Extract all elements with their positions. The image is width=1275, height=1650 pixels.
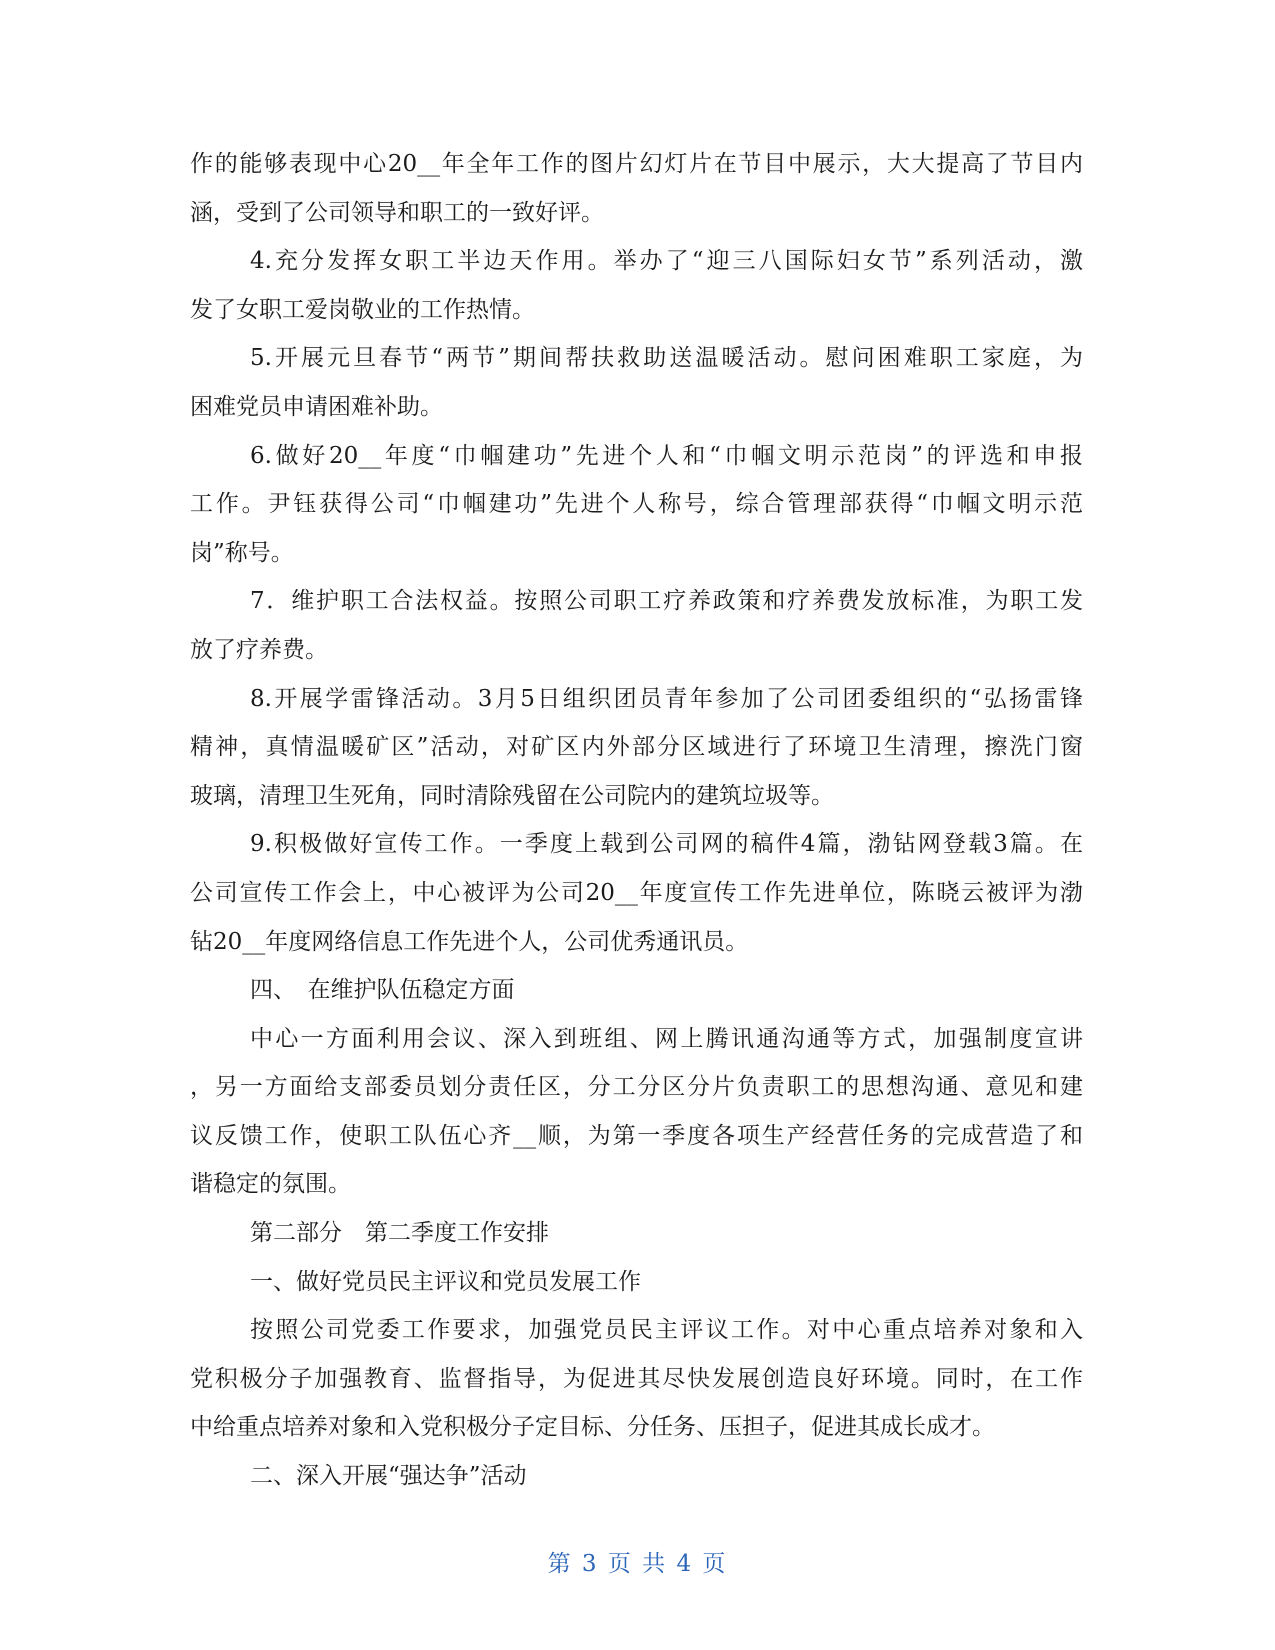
document-body xyxy=(190,140,1083,1501)
text-line: 议反馈工作，使职工队伍心齐__顺，为第一季度各项生产经营任务的完成营造了和 xyxy=(190,1122,1083,1149)
text-line: 4.充分发挥女职工半边天作用。举办了“迎三八国际妇女节”系列活动，激 xyxy=(250,248,1083,275)
text-line: 中给重点培养对象和入党积极分子定目标、分任务、压担子，促进其成长成才。 xyxy=(190,1414,995,1441)
text-line: 第二部分 第二季度工作安排 xyxy=(250,1220,549,1247)
text-line: 玻璃，清理卫生死角，同时清除残留在公司院内的建筑垃圾等。 xyxy=(190,782,834,809)
text-line: 中心一方面利用会议、深入到班组、网上腾讯通沟通等方式，加强制度宣讲 xyxy=(250,1025,1083,1052)
text-line: 按照公司党委工作要求，加强党员民主评议工作。对中心重点培养对象和入 xyxy=(250,1317,1083,1344)
text-line: 谐稳定的氛围。 xyxy=(190,1171,351,1198)
text-line: 7．维护职工合法权益。按照公司职工疗养政策和疗养费发放标准，为职工发 xyxy=(250,588,1083,615)
text-line: ，另一方面给支部委员划分责任区，分工分区分片负责职工的思想沟通、意见和建 xyxy=(190,1074,1083,1101)
text-line: 岗”称号。 xyxy=(190,539,294,566)
text-line: 6.做好20__年度“巾帼建功”先进个人和“巾帼文明示范岗”的评选和申报 xyxy=(250,442,1083,469)
text-line: 涵，受到了公司领导和职工的一致好评。 xyxy=(190,199,604,226)
text-line: 作的能够表现中心20__年全年工作的图片幻灯片在节目中展示，大大提高了节目内 xyxy=(190,151,1083,177)
text-line: 9.积极做好宣传工作。一季度上载到公司网的稿件4篇，渤钻网登载3篇。在 xyxy=(250,831,1083,858)
text-line: 8.开展学雷锋活动。3月5日组织团员青年参加了公司团委组织的“弘扬雷锋 xyxy=(250,685,1083,712)
text-line: 一、做好党员民主评议和党员发展工作 xyxy=(250,1268,641,1295)
text-line: 四、 在维护队伍稳定方面 xyxy=(250,977,515,1004)
text-line: 精神，真情温暖矿区”活动，对矿区内外部分区域进行了环境卫生清理，擦洗门窗 xyxy=(190,734,1083,761)
text-line: 钻20__年度网络信息工作先进个人，公司优秀通讯员。 xyxy=(190,928,749,955)
text-line: 党积极分子加强教育、监督指导，为促进其尽快发展创造良好环境。同时，在工作 xyxy=(190,1365,1083,1392)
text-line: 5.开展元旦春节“两节”期间帮扶救助送温暖活动。慰问困难职工家庭，为 xyxy=(250,345,1083,372)
text-line: 二、深入开展“强达争”活动 xyxy=(250,1463,527,1490)
text-line: 公司宣传工作会上，中心被评为公司20__年度宣传工作先进单位，陈晓云被评为渤 xyxy=(190,879,1083,906)
text-line: 困难党员申请困难补助。 xyxy=(190,393,443,420)
page-number-footer: 第 3 页 共 4 页 xyxy=(547,1551,728,1577)
text-line: 工作。尹钰获得公司“巾帼建功”先进个人称号，综合管理部获得“巾帼文明示范 xyxy=(190,491,1083,518)
text-line: 发了女职工爱岗敬业的工作热情。 xyxy=(190,296,535,323)
text-line: 放了疗养费。 xyxy=(190,636,328,663)
